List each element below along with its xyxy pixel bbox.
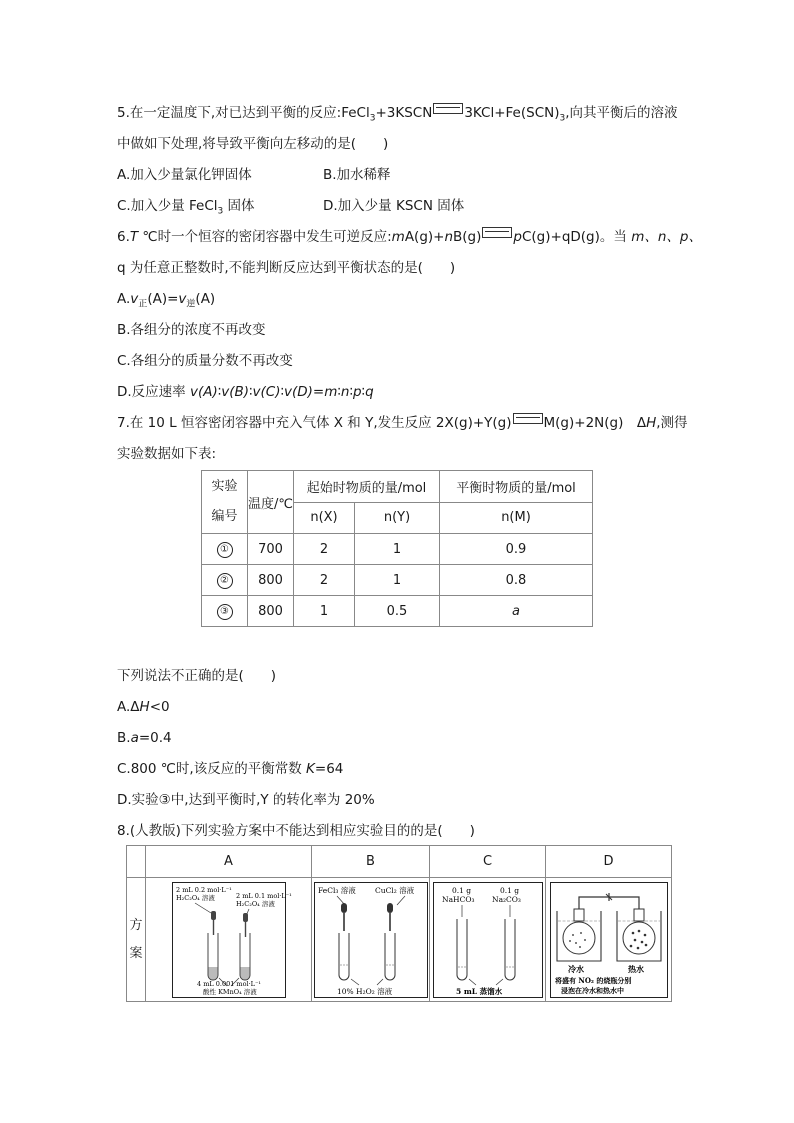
row-ny: 1 xyxy=(355,534,440,565)
fig-label: 4 mL 0.001 mol·L⁻¹ xyxy=(196,979,261,988)
q5-option-a: A.加入少量氯化钾固体 xyxy=(117,167,252,183)
col-header-a: A xyxy=(146,846,312,878)
q5-line2: 中做如下处理,将导致平衡向左移动的是( ) xyxy=(117,136,389,152)
scheme-c xyxy=(430,878,546,1002)
fig-label: FeCl₃ 溶液 xyxy=(317,885,356,895)
scheme-d xyxy=(546,878,672,1002)
q6-option-b: B.各组分的浓度不再改变 xyxy=(117,322,266,338)
q8-line1: 8.(人教版)下列实验方案中不能达到相应实验目的的是( ) xyxy=(117,823,475,839)
fig-label: NaHCO₃ xyxy=(441,894,474,904)
scheme-b xyxy=(312,878,430,1002)
table-header-nm: n(M) xyxy=(440,502,593,534)
dropper-icon xyxy=(211,911,216,935)
row-id: ② xyxy=(217,573,233,589)
row-temp: 800 xyxy=(248,596,294,627)
row-id: ① xyxy=(217,542,233,558)
q6-option-a: $A.v_正(A)=v_逆(A)$ xyxy=(117,291,216,310)
row-ny: 1 xyxy=(355,565,440,596)
fig-label: 2 mL 0.1 mol·L⁻¹ xyxy=(235,891,292,900)
test-tube-icon xyxy=(339,933,349,980)
q7-option-a: A.ΔH<0 xyxy=(117,699,170,715)
row-temp: 700 xyxy=(248,534,294,565)
col-header-c: C xyxy=(430,846,546,878)
row-temp: 800 xyxy=(248,565,294,596)
q5-option-c: C.加入少量 FeCl$_3$ 固体 xyxy=(117,198,255,217)
row-ny: 0.5 xyxy=(355,596,440,627)
q7-option-b: B.a=0.4 xyxy=(117,730,172,746)
table-header-exp: 实验 编号 xyxy=(202,471,248,534)
row-nx: 2 xyxy=(294,534,355,565)
q7-line1: 7.在 10 L 恒容密闭容器中充入气体 X 和 Y,发生反应 2X(g)+Y(g) M(g)+2N(g) ΔH,测得 xyxy=(117,415,688,431)
dropper-icon xyxy=(387,903,393,931)
table-header-ny: n(Y) xyxy=(355,502,440,534)
fig-label: 0.1 g xyxy=(451,885,471,895)
fig-label: 2 mL 0.2 mol·L⁻¹ xyxy=(175,885,232,894)
row-id: ③ xyxy=(217,604,233,620)
q7-data-table xyxy=(201,470,593,627)
row-nx: 1 xyxy=(294,596,355,627)
row-nm: 0.8 xyxy=(440,565,593,596)
q6-line1: 6.T ℃时一个恒容的密闭容器中发生可逆反应:mA(g)+nB(g) pC(g)+qD(g)。当 m、n、p、 xyxy=(117,229,702,245)
test-tube-icon xyxy=(385,933,395,980)
table-row xyxy=(202,534,593,565)
col-header-d: D xyxy=(546,846,672,878)
q7-option-c: C.800 ℃时,该反应的平衡常数 K=64 xyxy=(117,761,344,777)
flask-icon xyxy=(563,909,595,954)
scheme-c-figure xyxy=(433,882,543,998)
test-tube-icon xyxy=(457,919,467,980)
fig-label: 热水 xyxy=(627,963,644,974)
row-nx: 2 xyxy=(294,565,355,596)
scheme-a-figure xyxy=(172,882,292,998)
fig-label: 冷水 xyxy=(567,963,584,974)
q7-line2: 实验数据如下表: xyxy=(117,446,217,462)
q8-scheme-table xyxy=(126,845,672,1002)
fig-label: 0.1 g xyxy=(499,885,519,895)
row-nm: 0.9 xyxy=(440,534,593,565)
fig-label: H₂C₂O₄ 溶液 xyxy=(175,893,215,902)
dropper-icon xyxy=(341,903,347,931)
table-row xyxy=(202,565,593,596)
q5-option-b: B.加水稀释 xyxy=(323,167,391,183)
row-nm: a xyxy=(440,596,593,627)
table-header-temp: 温度/℃ xyxy=(248,471,294,534)
q5-option-d: D.加入少量 KSCN 固体 xyxy=(323,198,465,214)
q7-option-d: D.实验③中,达到平衡时,Y 的转化率为 20% xyxy=(117,792,375,808)
scheme-b-figure xyxy=(314,882,428,998)
test-tube-icon xyxy=(505,919,515,980)
table-row xyxy=(202,596,593,627)
q6-line2: q 为任意正整数时,不能判断反应达到平衡状态的是( ) xyxy=(117,260,456,276)
fig-label: CuCl₂ 溶液 xyxy=(374,885,414,895)
fig-label: 10% H₂O₂ 溶液 xyxy=(336,986,392,996)
table-header-eq: 平衡时物质的量/mol xyxy=(440,471,593,503)
fig-label: Na₂CO₃ xyxy=(491,894,521,904)
equilibrium-arrow-icon xyxy=(482,227,512,238)
fig-label: 5 mL 蒸馏水 xyxy=(455,986,502,996)
scheme-a xyxy=(146,878,312,1002)
row-label: 方 案 xyxy=(127,878,146,1002)
flask-icon xyxy=(623,909,655,954)
q6-option-d: D.反应速率 v(A)∶v(B)∶v(C)∶v(D)=m∶n∶p∶q xyxy=(117,384,374,400)
fig-label: 将盛有 NO₂ 的烧瓶分别 xyxy=(554,975,631,985)
equilibrium-arrow-icon xyxy=(513,413,543,424)
q5-line1: 5.在一定温度下,对已达到平衡的反应:FeCl$_3$+3KSCN $3KCl+Fe(SCN)_3$,向其平衡后的溶液 xyxy=(117,105,678,124)
col-header-b: B xyxy=(312,846,430,878)
dropper-icon xyxy=(243,913,248,937)
equilibrium-arrow-icon xyxy=(433,103,463,114)
table-header-nx: n(X) xyxy=(294,502,355,534)
q7-question: 下列说法不正确的是( ) xyxy=(117,668,277,684)
fig-label: 浸泡在冷水和热水中 xyxy=(560,985,624,995)
q6-option-c: C.各组分的质量分数不再改变 xyxy=(117,353,293,369)
fig-label: 酸性 KMnO₄ 溶液 xyxy=(202,987,257,996)
table-header-start: 起始时物质的量/mol xyxy=(294,471,440,503)
scheme-d-figure xyxy=(550,882,668,998)
fig-label: H₂C₂O₄ 溶液 xyxy=(235,899,275,908)
